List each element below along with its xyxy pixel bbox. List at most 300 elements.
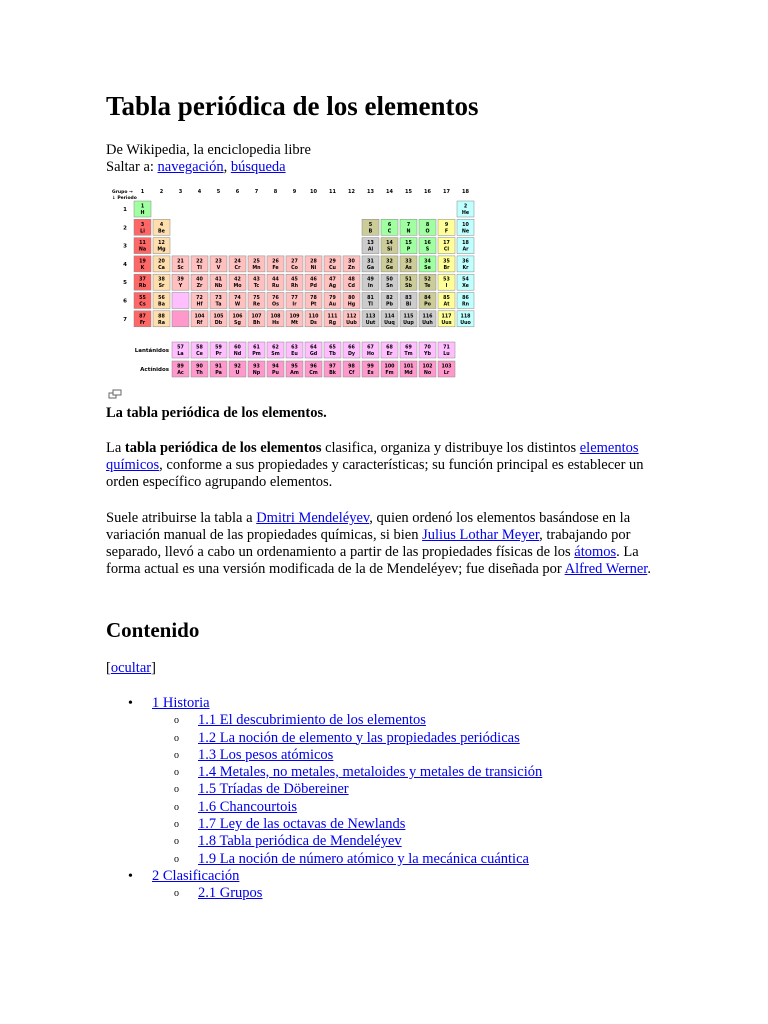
element-symbol: Fm [385, 371, 394, 376]
circle-bullet-icon: o [174, 749, 179, 761]
element-symbol: Cr [234, 265, 241, 271]
atomic-number: 104 [194, 314, 205, 320]
element-symbol: Zr [196, 284, 203, 290]
element-symbol: W [234, 302, 241, 308]
element-symbol: Dy [347, 352, 356, 357]
element-symbol: Yb [424, 352, 431, 357]
atomic-number: 77 [291, 296, 298, 301]
atomic-number: 34 [424, 259, 431, 265]
circle-bullet-icon: o [174, 715, 179, 727]
atomic-number: 39 [177, 277, 184, 283]
element-symbol: Pb [386, 302, 393, 308]
atomic-number: 1 [140, 204, 145, 210]
toc-link[interactable]: 1.4 Metales, no metales, metaloides y metales de transición [198, 764, 543, 781]
element-symbol: Lu [443, 352, 450, 357]
toc-link[interactable]: 1.1 El descubrimiento de los elementos [198, 712, 426, 729]
atomic-number: 12 [158, 241, 165, 247]
group-number: 10 [310, 189, 317, 195]
atomic-number: 74 [234, 296, 241, 301]
text-span: . [647, 561, 651, 577]
atomic-number: 76 [272, 296, 279, 301]
element-symbol: Tm [404, 352, 413, 357]
element-symbol: O [425, 229, 430, 235]
toc-link[interactable]: 1.7 Ley de las octavas de Newlands [198, 816, 406, 833]
toc-item [106, 816, 666, 833]
element-symbol: Hf [196, 302, 203, 308]
atomic-number: 21 [177, 259, 184, 265]
element-symbol: Gd [309, 352, 318, 357]
period-number: 4 [123, 261, 127, 268]
atomic-number: 18 [462, 241, 469, 247]
element-symbol: Sc [177, 265, 184, 271]
atomic-number: 10 [462, 222, 469, 228]
atomic-number: 92 [234, 364, 241, 370]
atomic-number: 48 [348, 277, 355, 283]
circle-bullet-icon: o [174, 819, 179, 831]
atomic-number: 53 [443, 277, 450, 283]
element-symbol: Rh [290, 284, 299, 290]
atomic-number: 80 [348, 296, 355, 301]
element-symbol: Uuq [384, 320, 395, 326]
atomic-number: 84 [424, 296, 431, 301]
bullet-icon: • [128, 868, 133, 884]
element-symbol: Nb [214, 284, 223, 290]
element-symbol: Fe [272, 265, 279, 271]
atomic-number: 28 [310, 259, 317, 265]
group-number: 5 [216, 189, 221, 195]
toc-item [106, 764, 666, 781]
group-number: 2 [159, 189, 164, 195]
atomic-number: 71 [443, 345, 450, 351]
atomic-number: 70 [424, 345, 431, 351]
atomic-number: 108 [270, 314, 281, 320]
element-symbol: Sm [271, 352, 280, 357]
text-span: , conforme a sus propiedades y características; su función principal es establecer un orden específico agrupando elementos. [106, 457, 644, 490]
element-symbol: Ta [215, 302, 222, 308]
circle-bullet-icon: o [174, 767, 179, 779]
atomic-number: 16 [424, 241, 431, 247]
atomic-number: 49 [367, 277, 374, 283]
jump-links [106, 159, 666, 176]
element-symbol: Pr [215, 352, 222, 357]
corner-label-group: Grupo → [112, 190, 133, 195]
element-cell [172, 293, 189, 309]
atomic-number: 105 [213, 314, 224, 320]
atomic-number: 115 [403, 314, 414, 320]
atomic-number: 95 [291, 364, 298, 370]
element-symbol: Cf [348, 371, 355, 376]
toc-link[interactable]: 1.8 Tabla periódica de Mendeléyev [198, 833, 402, 850]
element-symbol: Ar [462, 247, 469, 253]
period-number: 7 [123, 316, 127, 323]
toc-link[interactable]: 1.2 La noción de elemento y las propiedades periódicas [198, 729, 520, 746]
element-symbol: B [368, 229, 373, 235]
atomic-number: 116 [422, 314, 433, 320]
corner-label-period: ↓ Periodo [112, 196, 137, 201]
site-tagline: De Wikipedia, la enciclopedia libre [106, 142, 311, 158]
atomic-number: 35 [443, 259, 450, 265]
atomic-number: 36 [462, 259, 469, 265]
atomic-number: 5 [368, 222, 373, 228]
toc-item [106, 851, 666, 868]
atomic-number: 43 [253, 277, 260, 283]
atomic-number: 9 [444, 222, 449, 228]
element-symbol: Te [424, 284, 431, 290]
text-span: , quien ordenó los elementos basándose en la variación manual de las propiedades químicas, si bien [106, 510, 631, 543]
toc-link[interactable]: 1.9 La noción de número atómico y la mecánica cuántica [198, 850, 529, 867]
atomic-number: 30 [348, 259, 355, 265]
atomic-number: 111 [327, 314, 338, 320]
atomic-number: 13 [367, 241, 374, 247]
jump-prefix: Saltar a: [106, 159, 158, 175]
element-symbol: La [177, 352, 184, 357]
element-symbol: Rn [461, 302, 470, 308]
element-symbol: Lr [443, 371, 450, 376]
group-number: 17 [443, 189, 450, 195]
bullet-icon: • [128, 696, 133, 711]
element-symbol: Pa [215, 371, 222, 376]
element-symbol: Pm [252, 352, 261, 357]
group-number: 13 [367, 189, 374, 195]
atomic-number: 99 [367, 364, 374, 370]
atomic-number: 14 [386, 241, 393, 247]
group-number: 6 [235, 189, 240, 195]
atomic-number: 94 [272, 364, 279, 370]
figure-caption: La tabla periódica de los elementos. [106, 405, 327, 421]
atomic-number: 50 [386, 277, 393, 283]
atomic-number: 60 [234, 345, 241, 351]
element-symbol: Si [386, 247, 393, 253]
toc-item [106, 833, 666, 850]
element-symbol: Rb [138, 284, 147, 290]
atomic-number: 15 [405, 241, 412, 247]
toc-link[interactable]: 1.5 Tríadas de Döbereiner [198, 781, 349, 798]
atomic-number: 22 [196, 259, 203, 265]
atomic-number: 102 [422, 364, 433, 370]
atomic-number: 63 [291, 345, 298, 351]
link-elementos-quimicos[interactable]: elementos químicos [106, 440, 639, 473]
atomic-number: 110 [308, 314, 319, 320]
lanthanides-label: Lantánidos [134, 348, 169, 354]
jump-search-link[interactable]: búsqueda [230, 159, 286, 175]
toc-item [106, 695, 666, 712]
atomic-number: 109 [289, 314, 300, 320]
atomic-number: 64 [310, 345, 317, 351]
atomic-number: 55 [139, 296, 146, 301]
period-number: 6 [123, 298, 127, 305]
period-number: 5 [123, 280, 127, 287]
toc-item [106, 747, 666, 764]
element-symbol: Th [196, 371, 203, 376]
periodic-table-image[interactable] [110, 186, 476, 382]
atomic-number: 26 [272, 259, 279, 265]
element-symbol: I [445, 284, 448, 290]
text-span: La [106, 440, 125, 456]
atomic-number: 78 [310, 296, 317, 301]
atomic-number: 32 [386, 259, 393, 265]
element-symbol: C [387, 229, 392, 235]
element-symbol: Hs [272, 320, 279, 326]
atomic-number: 118 [460, 314, 471, 320]
atomic-number: 86 [462, 296, 469, 301]
atomic-number: 75 [253, 296, 260, 301]
element-symbol: S [425, 247, 430, 253]
element-symbol: H [140, 211, 145, 216]
element-symbol: Be [158, 229, 165, 235]
element-symbol: Rg [328, 320, 337, 326]
element-symbol: Mn [252, 265, 261, 271]
toc-link[interactable]: 1.6 Chancourtois [198, 798, 298, 815]
group-number: 11 [329, 189, 336, 195]
link-lothar-meyer[interactable]: Julius Lothar Meyer [422, 527, 540, 543]
element-symbol: Ho [366, 352, 375, 357]
element-symbol: Uup [403, 320, 414, 326]
toc-item [106, 868, 666, 885]
atomic-number: 103 [441, 364, 452, 370]
atomic-number: 17 [443, 241, 450, 247]
atomic-number: 27 [291, 259, 298, 265]
element-symbol: Eu [291, 352, 298, 357]
element-symbol: Tb [329, 352, 336, 357]
bracket-open: [ [106, 660, 111, 676]
atomic-number: 3 [140, 222, 145, 228]
toc-heading: Contenido [106, 618, 200, 642]
element-symbol: Pt [310, 302, 317, 308]
element-symbol: Y [178, 284, 183, 290]
toc-link[interactable]: 2 Clasificación [152, 867, 240, 884]
element-cell [172, 311, 189, 327]
atomic-number: 62 [272, 345, 279, 351]
group-number: 7 [254, 189, 259, 195]
toc-toggle [106, 660, 156, 677]
element-symbol: Br [443, 265, 450, 271]
text-span: , trabajando por separado, llevó a cabo un ordenamiento a partir de las propiedades físicas de los [106, 527, 631, 560]
toc-item [106, 712, 666, 729]
atomic-number: 97 [329, 364, 336, 370]
element-symbol: Cs [139, 302, 146, 308]
atomic-number: 91 [215, 364, 222, 370]
element-symbol: Tl [368, 302, 373, 308]
atomic-number: 93 [253, 364, 260, 370]
element-symbol: Au [328, 302, 337, 308]
text-span: Suele atribuirse la tabla a [106, 510, 257, 526]
toc-link[interactable]: 2.1 Grupos [198, 885, 263, 902]
element-symbol: Sn [386, 284, 393, 290]
atomic-number: 107 [251, 314, 262, 320]
element-symbol: Bi [405, 302, 412, 308]
element-symbol: Tc [253, 284, 260, 290]
atomic-number: 40 [196, 277, 203, 283]
atomic-number: 59 [215, 345, 222, 351]
group-number: 16 [424, 189, 431, 195]
element-symbol: Ds [310, 320, 317, 326]
element-symbol: Np [252, 371, 261, 376]
atomic-number: 33 [405, 259, 412, 265]
element-symbol: Db [214, 320, 223, 326]
toc-item [106, 730, 666, 747]
atomic-number: 37 [139, 277, 146, 283]
element-symbol: Li [140, 229, 145, 235]
atomic-number: 114 [384, 314, 395, 320]
element-symbol: Kr [462, 265, 469, 271]
atomic-number: 117 [441, 314, 452, 320]
element-symbol: Fr [139, 320, 146, 326]
element-symbol: Bk [329, 371, 336, 376]
atomic-number: 82 [386, 296, 393, 301]
page-title: Tabla periódica de los elementos [106, 91, 479, 121]
atomic-number: 81 [367, 296, 374, 301]
element-symbol: He [461, 211, 470, 216]
atomic-number: 58 [196, 345, 203, 351]
toc-item [106, 799, 666, 816]
atomic-number: 96 [310, 364, 317, 370]
element-symbol: Sb [405, 284, 412, 290]
atomic-number: 87 [139, 314, 146, 320]
element-symbol: As [405, 265, 412, 271]
atomic-number: 45 [291, 277, 298, 283]
atomic-number: 6 [387, 222, 392, 228]
element-symbol: Cd [348, 284, 355, 290]
element-symbol: Uus [441, 320, 452, 326]
toc-item [106, 781, 666, 798]
group-number: 3 [178, 189, 183, 195]
element-symbol: Uuo [460, 320, 471, 326]
element-symbol: Ba [158, 302, 165, 308]
element-symbol: Ir [292, 302, 297, 308]
toc-item [106, 885, 666, 902]
atomic-number: 57 [177, 345, 184, 351]
link-alfred-werner[interactable]: Alfred Werner [564, 561, 648, 577]
text-span: clasifica, organiza y distribuye los distintos [321, 440, 580, 456]
toc-hide-link[interactable]: ocultar [110, 660, 152, 676]
link-atomos[interactable]: átomos [574, 544, 617, 560]
atomic-number: 25 [253, 259, 260, 265]
atomic-number: 73 [215, 296, 222, 301]
element-symbol: Pu [272, 371, 279, 376]
element-symbol: Uuh [422, 320, 433, 326]
period-number: 2 [123, 225, 127, 232]
element-symbol: Al [367, 247, 374, 253]
element-symbol: Ga [366, 265, 375, 271]
text-span: . La forma actual es una versión modificada de la de Mendeléyev; fue diseñada por [106, 544, 639, 577]
element-symbol: Na [138, 247, 147, 253]
element-symbol: V [216, 265, 221, 271]
toc-link[interactable]: 1.3 Los pesos atómicos [198, 746, 334, 763]
atomic-number: 44 [272, 277, 279, 283]
link-mendeleyev[interactable]: Dmitri Mendeléyev [256, 510, 370, 526]
element-symbol: Se [424, 265, 431, 271]
element-symbol: Pd [310, 284, 317, 290]
element-symbol: Cu [329, 265, 336, 271]
actinides-label: Actínidos [140, 367, 169, 373]
article-meta [106, 142, 666, 176]
atomic-number: 89 [177, 364, 184, 370]
group-number: 15 [405, 189, 412, 195]
atomic-number: 31 [367, 259, 374, 265]
element-symbol: Uub [346, 320, 357, 326]
atomic-number: 7 [406, 222, 411, 228]
element-symbol: Uut [365, 320, 376, 326]
atomic-number: 41 [215, 277, 222, 283]
element-symbol: Ag [328, 284, 337, 290]
circle-bullet-icon: o [174, 784, 179, 796]
element-symbol: Ti [197, 265, 202, 271]
element-symbol: Cm [309, 371, 318, 376]
atomic-number: 66 [348, 345, 355, 351]
element-symbol: Sr [158, 284, 165, 290]
element-symbol: Ac [177, 371, 184, 376]
element-symbol: Sg [234, 320, 241, 326]
atomic-number: 88 [158, 314, 165, 320]
bold-term: tabla periódica de los elementos [124, 440, 322, 456]
element-symbol: Cl [443, 247, 450, 253]
atomic-number: 11 [139, 241, 146, 247]
group-number: 14 [386, 189, 393, 195]
group-number: 8 [273, 189, 278, 195]
element-symbol: Os [272, 302, 279, 308]
atomic-number: 72 [196, 296, 203, 301]
element-symbol: No [423, 371, 432, 376]
jump-navigation-link[interactable]: navegación [157, 159, 224, 175]
atomic-number: 83 [405, 296, 412, 301]
atomic-number: 54 [462, 277, 469, 283]
element-symbol: Nd [233, 352, 242, 357]
atomic-number: 61 [253, 345, 260, 351]
element-symbol: Es [367, 371, 374, 376]
group-number: 4 [197, 189, 202, 195]
atomic-number: 23 [215, 259, 222, 265]
element-symbol: Rf [196, 320, 203, 326]
atomic-number: 47 [329, 277, 336, 283]
circle-bullet-icon: o [174, 888, 179, 900]
atomic-number: 79 [329, 296, 336, 301]
element-symbol: At [443, 302, 450, 308]
element-symbol: Xe [462, 284, 469, 290]
atomic-number: 112 [346, 314, 357, 320]
atomic-number: 100 [384, 364, 395, 370]
atomic-number: 65 [329, 345, 336, 351]
atomic-number: 113 [365, 314, 376, 320]
bracket-close: ] [151, 660, 156, 676]
atomic-number: 67 [367, 345, 374, 351]
atomic-number: 46 [310, 277, 317, 283]
group-number: 18 [462, 189, 469, 195]
element-symbol: U [235, 371, 240, 376]
element-symbol: N [406, 229, 411, 235]
element-symbol: Md [404, 371, 413, 376]
element-symbol: Ne [461, 229, 470, 235]
element-symbol: Ru [271, 284, 280, 290]
group-number: 9 [292, 189, 297, 195]
atomic-number: 20 [158, 259, 165, 265]
history-paragraph [106, 510, 666, 578]
atomic-number: 85 [443, 296, 450, 301]
element-symbol: Ca [158, 265, 165, 271]
atomic-number: 8 [425, 222, 430, 228]
atomic-number: 98 [348, 364, 355, 370]
group-number: 12 [348, 189, 355, 195]
period-number: 1 [123, 207, 127, 213]
element-symbol: Am [290, 371, 299, 376]
atomic-number: 2 [463, 204, 468, 210]
toc-link[interactable]: 1 Historia [152, 695, 210, 711]
element-symbol: Po [424, 302, 431, 308]
element-symbol: K [140, 265, 145, 271]
atomic-number: 101 [403, 364, 414, 370]
magnify-clip-icon[interactable] [108, 389, 122, 399]
atomic-number: 69 [405, 345, 412, 351]
element-symbol: Mt [290, 320, 299, 326]
